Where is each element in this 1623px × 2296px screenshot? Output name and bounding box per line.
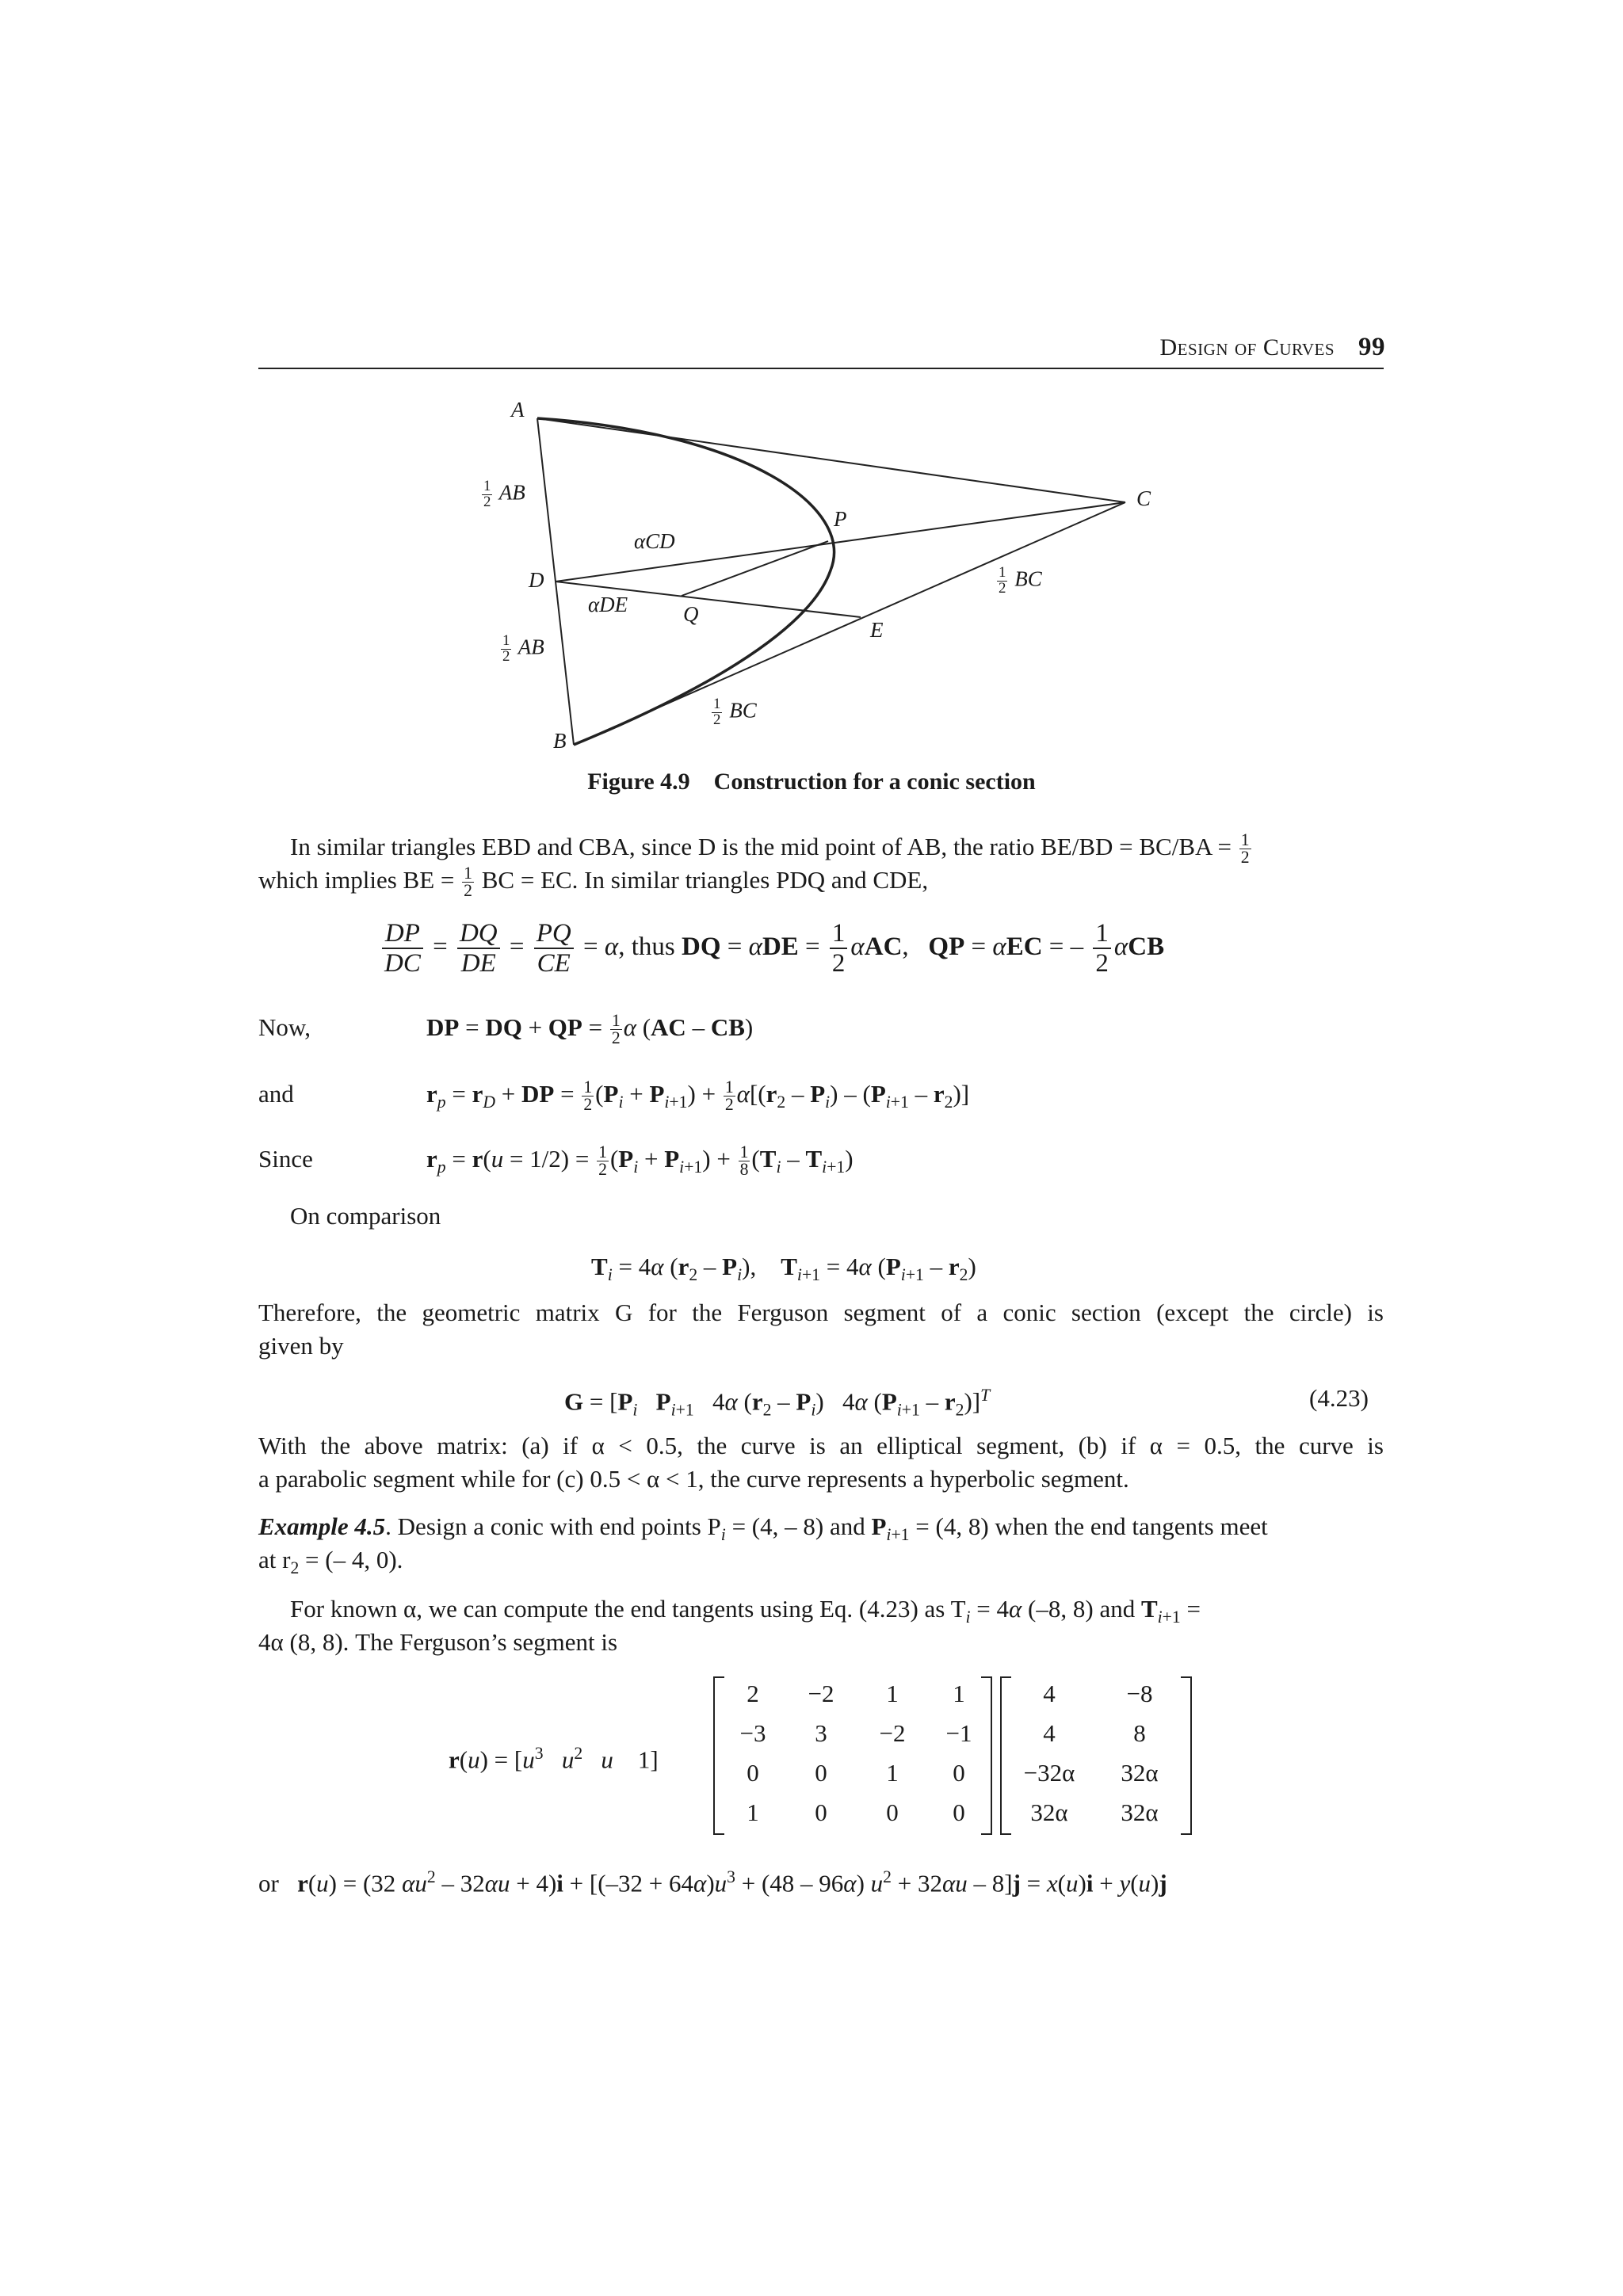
label-Q: Q — [683, 602, 699, 626]
line-QP — [682, 541, 828, 596]
matrix-cell: 0 — [747, 1759, 759, 1787]
equation-geometric-matrix: $G = [P_i$ $P_{i+1}$ 4α $(r_2 - P_i)$ 4α $(P_{i+1} - r_2)]^T$ — [564, 1386, 991, 1420]
matrix-cell: −32α — [1023, 1759, 1075, 1787]
label-A: A — [511, 398, 525, 421]
matrix-cell: 0 — [953, 1798, 965, 1826]
section-title: Design of Curves — [1159, 334, 1335, 360]
conic-construction-diagram — [0, 0, 1623, 792]
equation-number: (4.23) — [1309, 1384, 1369, 1412]
text-on-comparison: On comparison — [290, 1202, 441, 1230]
para-with-matrix-line1: With the above matrix: (a) if α < 0.5, the curve is an elliptical segment, (b) if α = 0.5, the curve is — [258, 1432, 1384, 1459]
matrix-cell: 1 — [953, 1680, 965, 1707]
page-number: 99 — [1358, 333, 1385, 361]
equation-ru-lhs: $r(u) = [u^3$ $u^2$ u 1] — [449, 1744, 659, 1774]
example-label: Example 4.5 — [258, 1512, 386, 1540]
label-half-AB-lower: $\frac{1}{2}$ AB — [502, 632, 544, 665]
matrix-cell: 0 — [815, 1759, 827, 1787]
fraction-half: $\frac{1}{2}$ — [1240, 830, 1250, 868]
label-half-BC-right: $\frac{1}{2}$ BC — [999, 564, 1042, 597]
matrix-cell: 0 — [886, 1798, 899, 1826]
fraction-half: $\frac{1}{2}$ — [502, 632, 510, 665]
matrix-cell: 32α — [1121, 1798, 1159, 1826]
label-and: and — [258, 1080, 294, 1108]
label-C: C — [1136, 486, 1151, 510]
label-alpha-CD: αCD — [634, 529, 675, 553]
para-therefore-line2: given by — [258, 1332, 344, 1360]
matrix-cell: −8 — [1126, 1680, 1153, 1707]
label-now: Now, — [258, 1013, 311, 1041]
label-half-AB-upper: $\frac{1}{2}$ AB — [483, 478, 525, 510]
matrix-cell: 1 — [886, 1680, 899, 1707]
label-E: E — [870, 618, 884, 642]
equation-DP: DP = DQ + QP = $\frac{1}{2}$ α (AC – CB) — [426, 1010, 754, 1048]
para-therefore-line1: Therefore, the geometric matrix G for the Ferguson segment of a conic section (except the circle) is — [258, 1299, 1384, 1326]
fraction-half: $\frac{1}{2}$ — [464, 863, 472, 901]
fraction-half: $\frac{1}{2}$ — [713, 696, 721, 728]
label-half-BC-lower: $\frac{1}{2}$ BC — [713, 696, 757, 728]
equation-ratio: $\frac{DP}{DC}$ = $\frac{DQ}{DE}$ = $\frac{PQ}{CE}$ = α, thus DQ = αDE = $\frac{1}{2}$ αAC, QP = αEC = – $\frac{1}{2}$ αCB — [379, 919, 1164, 978]
equation-rp-half: $r_p = r(u = 1/2)$ = $\frac{1}{2}$ $(P_i + P_{i+1})$ + $\frac{1}{8}$ $(T_i - T_{i+1})$ — [426, 1142, 854, 1180]
fraction-half: $\frac{1}{2}$ — [999, 564, 1006, 597]
example-line2: at $r_2$ = (– 4, 0). — [258, 1546, 403, 1578]
matrix-cell: 32α — [1030, 1798, 1068, 1826]
label-B: B — [553, 729, 567, 753]
matrix-cell: −2 — [879, 1719, 906, 1747]
matrix-cell: 4 — [1043, 1680, 1056, 1707]
equation-rp-DP: $r_p = r_D$ + DP = $\frac{1}{2}$ $(P_i + P_{i+1})$ + $\frac{1}{2}$ $\alpha[(r_2 - P_i) - (P_{i+1} - r_2)]$ — [426, 1077, 970, 1115]
line-AC — [537, 418, 1125, 502]
para-similar-triangles-line1: In similar triangles EBD and CBA, since D is the mid point of AB, the ratio BE/BD = BC/BA = $\frac{1}{2}$ — [290, 830, 1250, 868]
known-alpha-line1: For known α, we can compute the end tangents using Eq. (4.23) as $T_i = 4\alpha$ (–8, 8) and $T_{i+1}$ = — [290, 1595, 1201, 1627]
matrix-cell: 4 — [1043, 1719, 1056, 1747]
matrix-cell: 0 — [953, 1759, 965, 1787]
label-alpha-DE: αDE — [588, 593, 628, 616]
figure-caption: Figure 4.9 Construction for a conic section — [587, 769, 1036, 795]
equation-tangents: $T_i = 4\alpha$ $(r_2 - P_i)$, $T_{i+1} = 4\alpha$ $(P_{i+1} - r_2)$ — [591, 1253, 976, 1285]
matrix-cell: 1 — [886, 1759, 899, 1787]
matrix-cell: 0 — [815, 1798, 827, 1826]
example-line1: Example 4.5. Design a conic with end points $P_i = (4$, – 8) and $P_{i+1} = (4$, 8) when the end tangents meet — [258, 1512, 1268, 1545]
para-similar-triangles-line2: which implies BE = $\frac{1}{2}$ BC = EC. In similar triangles PDQ and CDE, — [258, 863, 929, 901]
matrix-cell: −1 — [945, 1719, 972, 1747]
para-with-matrix-line2: a parabolic segment while for (c) 0.5 < α < 1, the curve represents a hyperbolic segment. — [258, 1465, 1129, 1493]
matrix-cell: 2 — [747, 1680, 759, 1707]
label-D: D — [529, 568, 544, 592]
label-since: Since — [258, 1145, 313, 1173]
label-P: P — [834, 507, 847, 531]
known-alpha-line2: 4α (8, 8). The Ferguson’s segment is — [258, 1628, 618, 1656]
matrix-cell: 3 — [815, 1719, 827, 1747]
matrix-cell: −3 — [739, 1719, 766, 1747]
fraction-half: $\frac{1}{2}$ — [483, 478, 491, 510]
matrix-cell: 32α — [1121, 1759, 1159, 1787]
matrix-cell: 8 — [1133, 1719, 1146, 1747]
matrix-cell: 1 — [747, 1798, 759, 1826]
matrix-cell: −2 — [808, 1680, 834, 1707]
equation-ru-expanded: or r(u) = (32 $\alpha u^2 - 32\alpha u + 4)i + [(-32 + 64\alpha)u^3 + (48 - 96\alpha)$ $u^2 + 32\alpha u - 8]j = x(u)i + y(u)j$ — [258, 1867, 1167, 1897]
